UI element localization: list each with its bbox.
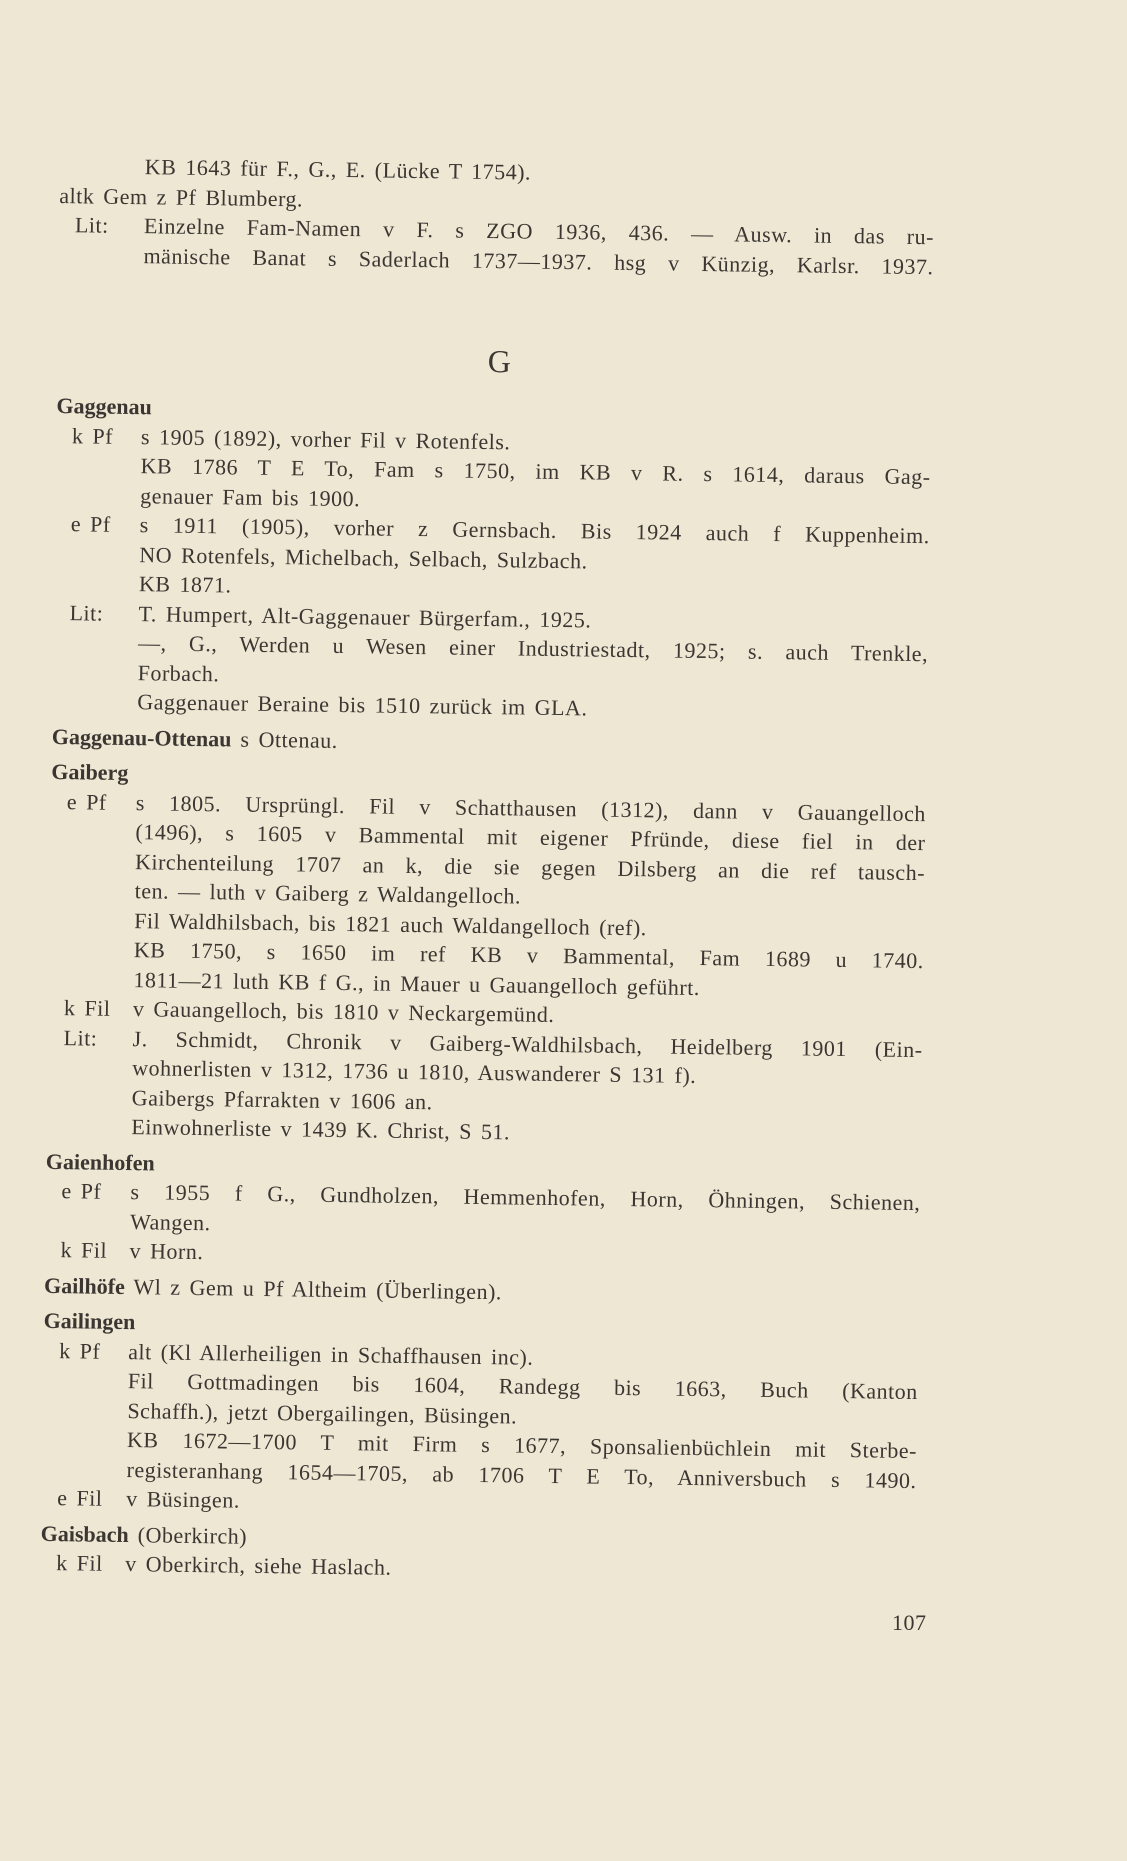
row-body — [131, 1024, 923, 1153]
headword: Gailhöfe — [43, 1272, 126, 1299]
row-label: e Fil — [57, 1485, 103, 1511]
page-number: 107 — [892, 1610, 927, 1635]
headword: Gaisbach — [40, 1520, 129, 1547]
text-line: v Horn. — [129, 1238, 204, 1265]
text-line: KB 1672—1700 T mit Firm s 1677, Sponsalienbüchlein mit Sterbe- — [126, 1427, 918, 1464]
text-line: v Gauangelloch, bis 1810 v Neckargemünd. — [132, 996, 555, 1027]
row-body — [137, 599, 929, 728]
text-line: ten. — luth v Gaiberg z Waldangelloch. — [134, 878, 522, 909]
headword-note: (Oberkirch) — [137, 1521, 248, 1549]
text-line: Forbach. — [137, 659, 220, 686]
text-line: Kirchenteilung 1707 an k, die sie gegen Dilsberg an die ref tausch- — [134, 848, 926, 885]
headword: Gaggenau-Ottenau — [51, 723, 232, 751]
text-line: Gaibergs Pfarrakten v 1606 an. — [131, 1084, 433, 1114]
paragraph — [133, 935, 924, 1005]
row-label: e Pf — [61, 1178, 102, 1204]
text-line: mänische Banat s Saderlach 1737—1937. hsg v Künzig, Karlsr. 1937. — [143, 242, 934, 279]
row-label: k Fil — [60, 1237, 108, 1263]
row-body — [130, 1177, 921, 1247]
paragraph — [126, 1425, 917, 1495]
text-line: Wangen. — [129, 1208, 211, 1235]
text-line: v Oberkirch, siehe Haslach. — [125, 1551, 392, 1580]
text-line: —, G., Werden u Wesen einer Industriestadt, 1925; s. auch Trenkle, — [137, 630, 929, 667]
text-line: Gaggenauer Beraine bis 1510 zurück im GLA. — [137, 689, 588, 721]
entry — [44, 1146, 941, 1276]
text-line: KB 1750, s 1650 im ref KB v Bammental, Fam 1689 u 1740. — [133, 937, 924, 974]
headword-note: s Ottenau. — [240, 726, 338, 753]
text-line: Fil Gottmadingen bis 1604, Randegg bis 1663, Buch (Kanton — [127, 1368, 918, 1405]
entry-row — [41, 1335, 938, 1495]
entry-row — [54, 509, 950, 610]
entry-row — [58, 210, 954, 281]
text-line: KB 1871. — [138, 571, 232, 598]
headword: Gaiberg — [51, 758, 129, 786]
entry — [41, 1306, 939, 1525]
entry-list — [40, 391, 951, 1590]
row-label — [60, 151, 145, 182]
entry-heading — [52, 721, 947, 763]
text-line: alt (Kl Allerheiligen in Schaffhausen inc). — [128, 1338, 534, 1370]
text-line: NO Rotenfels, Michelbach, Selbach, Sulzbach. — [139, 541, 588, 573]
row-label: Lit: — [69, 599, 104, 626]
entry-row — [52, 597, 949, 727]
entry — [40, 1518, 936, 1589]
text-line: genauer Fam bis 1900. — [140, 482, 361, 511]
text-line: v Büsingen. — [126, 1486, 240, 1513]
entry-heading — [44, 1270, 939, 1312]
row-label: Lit: — [63, 1024, 98, 1051]
text-line: s 1905 (1892), vorher Fil v Rotenfels. — [140, 423, 511, 454]
page-text — [40, 151, 955, 1590]
paragraph — [143, 211, 934, 281]
text-line: T. Humpert, Alt-Gaggenauer Bürgerfam., 1925. — [138, 600, 592, 632]
entry — [44, 1270, 939, 1312]
row-label: e Pf — [66, 788, 107, 815]
text-line: s 1955 f G., Gundholzen, Hemmenhofen, Horn, Öhningen, Schienen, — [130, 1179, 921, 1216]
continued-entry — [58, 151, 955, 281]
text-line: Einwohnerliste v 1439 K. Christ, S 51. — [131, 1114, 511, 1145]
text-line: registeranhang 1654—1705, ab 1706 T E To, Anniversbuch s 1490. — [126, 1456, 917, 1493]
entry-row — [55, 420, 951, 521]
headword: Gaggenau — [56, 392, 152, 420]
headword-note: Wl z Gem u Pf Altheim (Überlingen). — [133, 1273, 503, 1304]
row-body — [139, 510, 930, 610]
entry — [52, 721, 947, 763]
text-line: Fil Waldhilsbach, bis 1821 auch Waldangelloch (ref). — [134, 907, 647, 940]
row-label: k Pf — [71, 422, 114, 449]
headword: Gaienhofen — [45, 1148, 155, 1175]
paragraph — [134, 788, 926, 917]
row-label: e Pf — [70, 511, 111, 537]
entry-row — [46, 1022, 943, 1152]
entry — [52, 391, 951, 728]
text-line: s 1911 (1905), vorher z Gernsbach. Bis 1924 auch f Kuppenheim. — [139, 512, 930, 549]
entry-row — [48, 786, 946, 1005]
section-letter: G — [487, 342, 512, 380]
headword: Gailingen — [43, 1307, 136, 1335]
entry-row-text — [59, 180, 303, 213]
text-line: KB 1786 T E To, Fam s 1750, im KB v R. s 1614, daraus Gag- — [140, 453, 931, 490]
entry — [46, 757, 946, 1153]
text-line: s 1805. Ursprüngl. Fil v Schatthausen (1312), dann v Gauangelloch — [135, 789, 927, 826]
text-line: Einzelne Fam-Namen v F. s ZGO 1936, 436. — Ausw. in das ru- — [143, 213, 935, 250]
paragraph — [130, 1177, 921, 1247]
text-line: altk Gem z Pf Blumberg. — [59, 182, 304, 211]
row-body — [143, 211, 934, 281]
text-line: J. Schmidt, Chronik v Gaiberg-Waldhilsbach, Heidelberg 1901 (Ein- — [132, 1025, 923, 1062]
paragraph — [127, 1366, 918, 1436]
text-line: 1811—21 luth KB f G., in Mauer u Gauangelloch geführt. — [133, 966, 700, 1000]
row-body — [133, 788, 926, 1006]
paragraph — [138, 628, 929, 698]
row-label: k Fil — [56, 1550, 103, 1576]
text-line: KB 1643 für F., G., E. (Lücke T 1754). — [144, 154, 532, 185]
paragraph — [132, 1024, 923, 1094]
row-body — [126, 1337, 918, 1496]
row-label: Lit: — [74, 212, 109, 238]
row-body — [140, 422, 931, 522]
text-line: wohnerlisten v 1312, 1736 u 1810, Auswanderer S 131 f). — [132, 1055, 697, 1088]
text-line: (1496), s 1605 v Bammental mit eigener Pfründe, diese fiel in der — [135, 819, 926, 856]
paragraph — [140, 451, 931, 521]
row-label: k Fil — [63, 995, 111, 1021]
text-line: Schaffh.), jetzt Obergailingen, Büsingen. — [127, 1397, 518, 1429]
row-label: k Pf — [59, 1337, 101, 1364]
